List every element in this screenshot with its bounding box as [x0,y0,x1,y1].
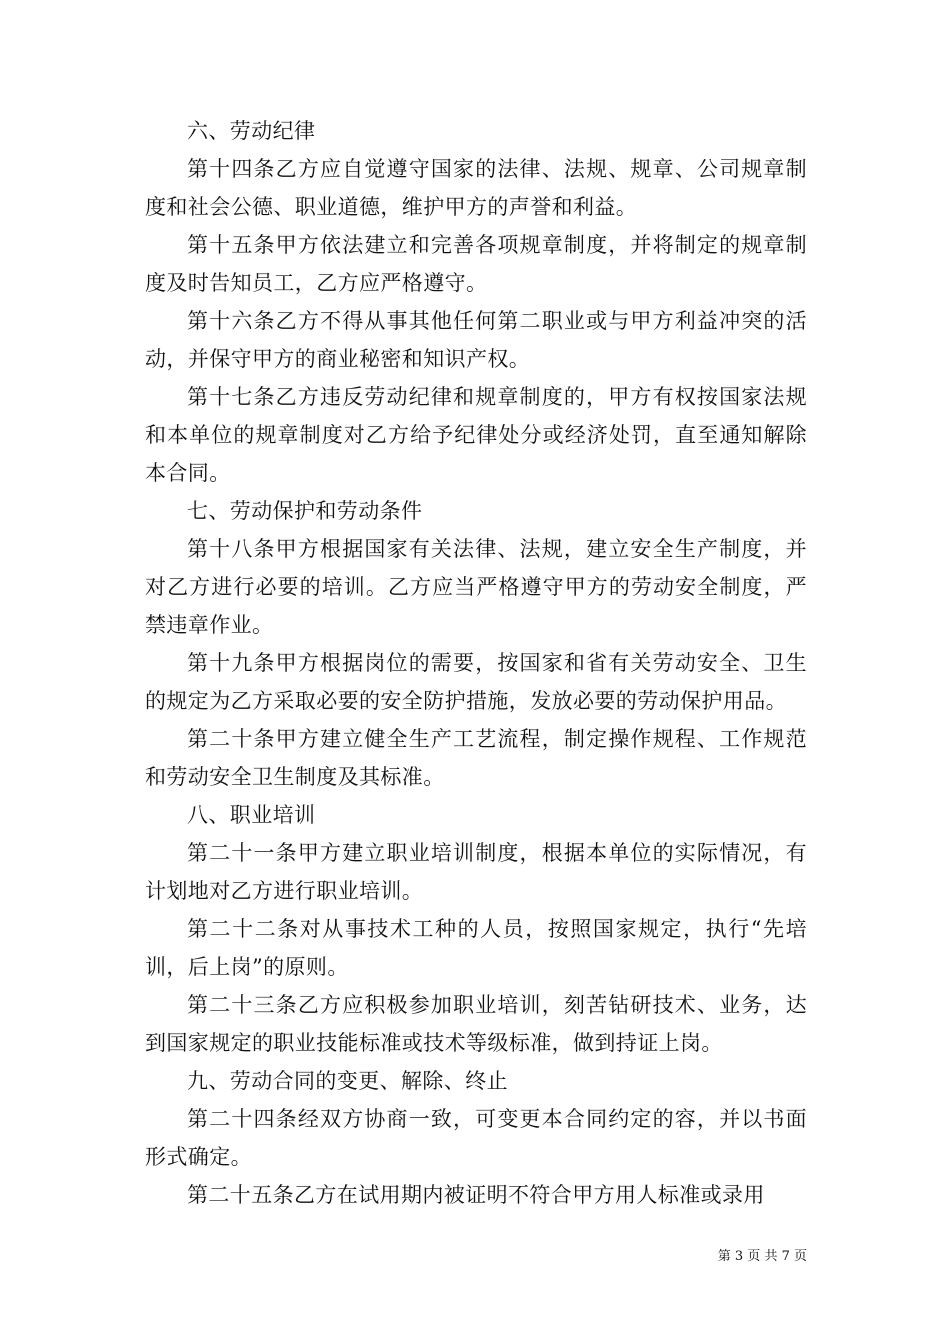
article-22: 第二十二条对从事技术工种的人员，按照国家规定，执行“先培训，后上岗”的原则。 [145,917,807,979]
article-16: 第十六条乙方不得从事其他任何第二职业或与甲方利益冲突的活动，并保守甲方的商业秘密和知识产权。 [145,309,807,371]
section-heading-contract-change: 九、劳动合同的变更、解除、终止 [187,1069,508,1093]
document-body [145,112,807,1214]
article-18: 第十八条甲方根据国家有关法律、法规，建立安全生产制度，并对乙方进行必要的培训。乙方应当严格遵守甲方的劳动安全制度，严禁违章作业。 [145,537,807,637]
article-19: 第十九条甲方根据岗位的需要，按国家和省有关劳动安全、卫生的规定为乙方采取必要的安全防护措施，发放必要的劳动保护用品。 [145,651,807,713]
article-20: 第二十条甲方建立健全生产工艺流程，制定操作规程、工作规范和劳动安全卫生制度及其标准。 [145,727,807,789]
article-17: 第十七条乙方违反劳动纪律和规章制度的，甲方有权按国家法规和本单位的规章制度对乙方给予纪律处分或经济处罚，直至通知解除本合同。 [145,385,807,485]
article-15: 第十五条甲方依法建立和完善各项规章制度，并将制定的规章制度及时告知员工，乙方应严格遵守。 [145,233,807,295]
section-heading-labor-discipline: 六、劳动纪律 [187,119,316,143]
article-24: 第二十四条经双方协商一致，可变更本合同约定的容，并以书面形式确定。 [145,1107,807,1169]
article-23: 第二十三条乙方应积极参加职业培训，刻苦钻研技术、业务，达到国家规定的职业技能标准或技术等级标准，做到持证上岗。 [145,993,807,1055]
page-number: 第 3 页 共 7 页 [717,1249,807,1264]
article-14: 第十四条乙方应自觉遵守国家的法律、法规、规章、公司规章制度和社会公德、职业道德，维护甲方的声誉和利益。 [145,157,807,219]
section-heading-vocational-training: 八、职业培训 [187,803,316,827]
article-21: 第二十一条甲方建立职业培训制度，根据本单位的实际情况，有计划地对乙方进行职业培训。 [145,841,807,903]
article-25: 第二十五条乙方在试用期内被证明不符合甲方用人标准或录用 [187,1183,765,1207]
section-heading-labor-protection: 七、劳动保护和劳动条件 [187,499,423,523]
